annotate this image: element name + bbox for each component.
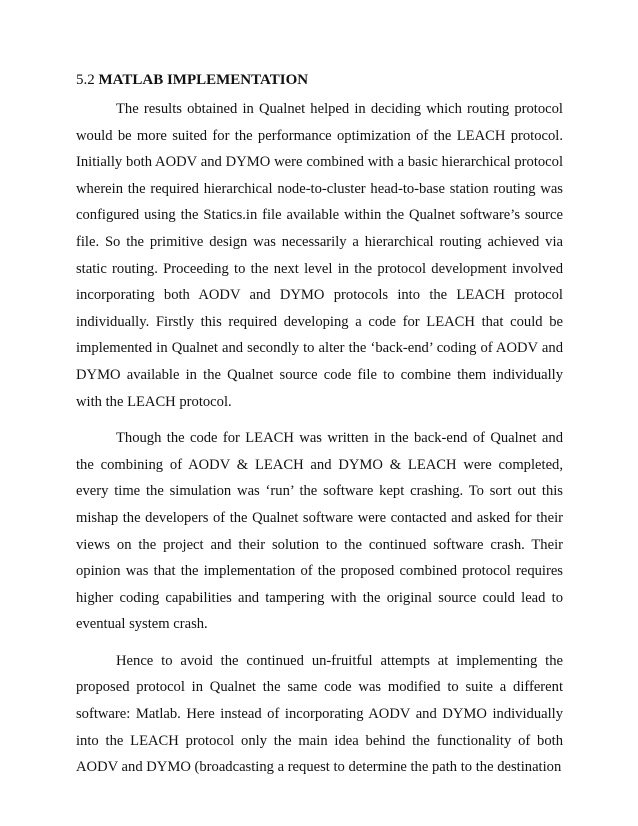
section-title: MATLAB IMPLEMENTATION [98, 72, 309, 88]
paragraph-software-crash: Though the code for LEACH was written in the back-end of Qualnet and the combining of AODV & LEACH and DYMO & LEACH were completed, every time the simulation was ‘run’ the software kept crashing. To sort out this mishap the developers of the Qualnet software were contacted and asked for their views on the project and their solution to the continued software crash. Their opinion was that the implementation of the proposed combined protocol requires higher coding capabilities and tampering with the original source could lead to eventual system crash. [76, 430, 563, 633]
body-text [76, 96, 563, 791]
paragraph-matlab-switch: Hence to avoid the continued un-fruitful attempts at implementing the proposed protocol in Qualnet the same code was modified to suite a different software: Matlab. Here instead of incorporating AODV and DYMO individually into the LEACH protocol only the main idea behind the functionality of both AODV and DYMO (broadcasting a request to determine the path to the destination [76, 652, 563, 776]
section-number: 5.2 [76, 72, 95, 88]
paragraph-qualnet-results: The results obtained in Qualnet helped in deciding which routing protocol would be more suited for the performance optimization of the LEACH protocol. Initially both AODV and DYMO were combined with a basic hierarchical protocol wherein the required hierarchical node-to-cluster head-to-base station routing was configured using the Statics.in file available within the Qualnet software’s source file. So the primitive design was necessarily a hierarchical routing achieved via static routing. Proceeding to the next level in the protocol development involved incorporating both AODV and DYMO protocols into the LEACH protocol individually. Firstly this required developing a code for LEACH that could be implemented in Qualnet and secondly to alter the ‘back-end’ coding of AODV and DYMO available in the Qualnet source code file to combine them individually with the LEACH protocol. [76, 101, 563, 410]
section-heading [76, 70, 308, 90]
